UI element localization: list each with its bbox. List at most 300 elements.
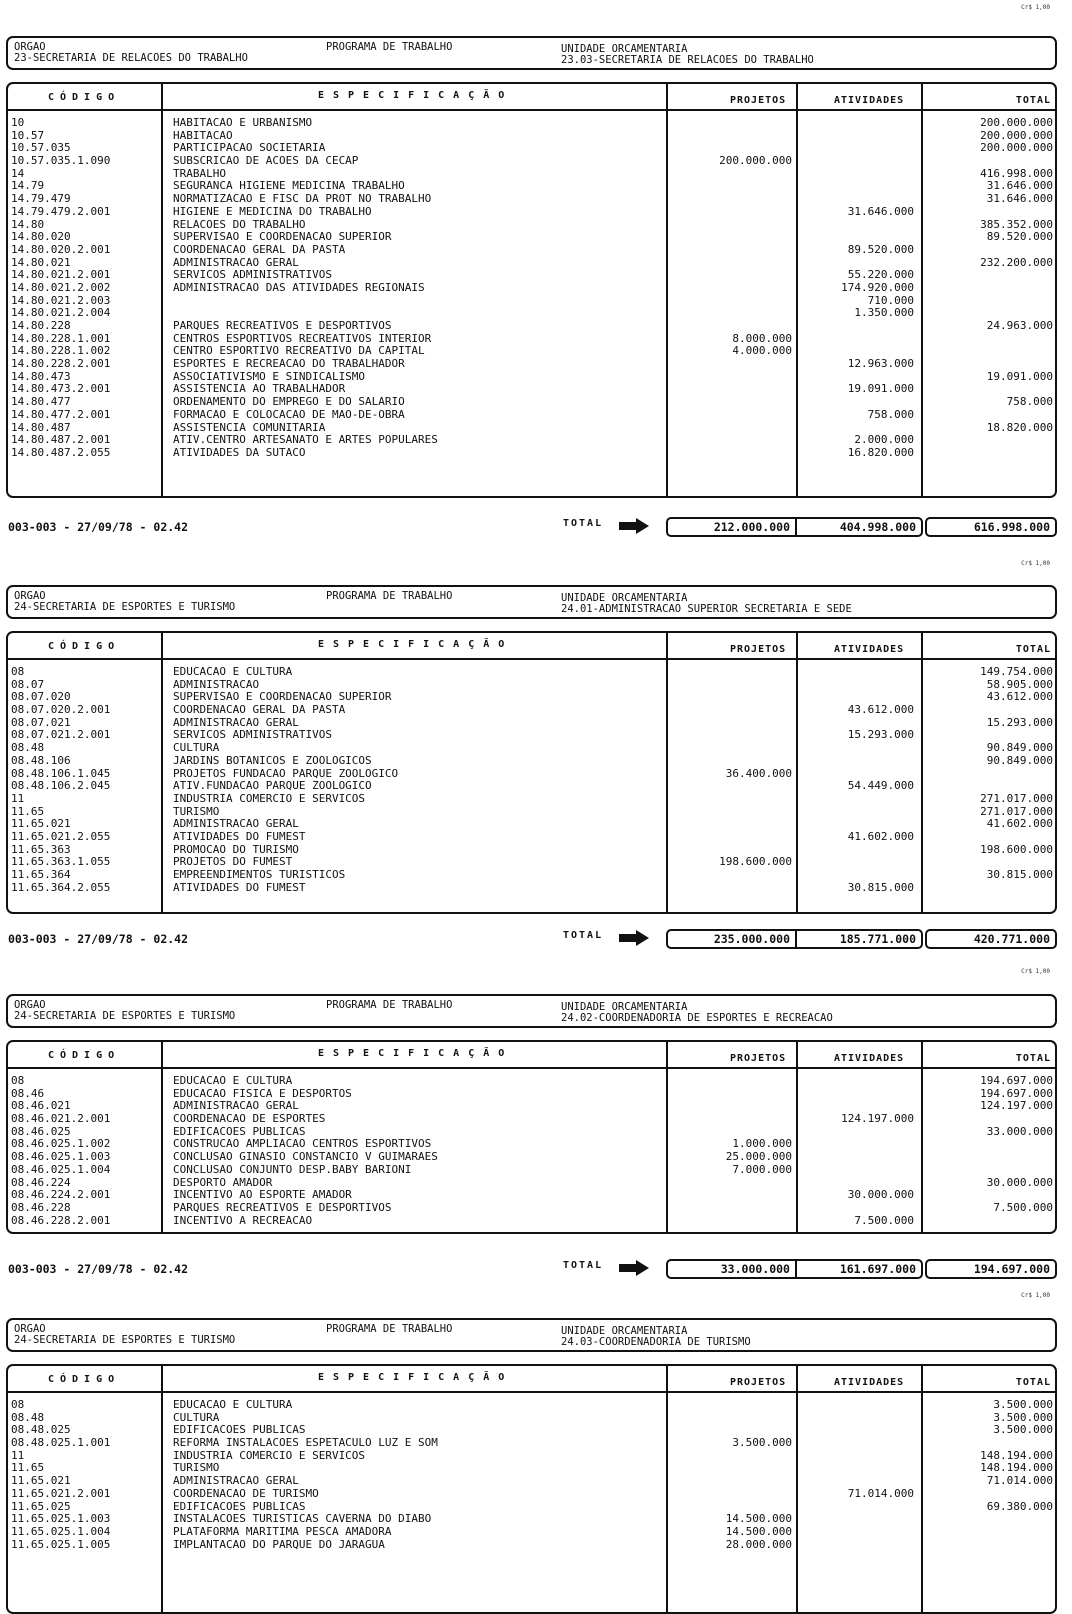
cell-atividades: 758.000 (867, 407, 914, 421)
cell-total (923, 409, 1053, 422)
cell-codigo: 14.80.021.2.003 (11, 293, 111, 307)
cell-codigo: 11.65.363 (11, 842, 71, 856)
cell-projetos (670, 1075, 792, 1088)
cell-total: 58.905.000 (986, 677, 1053, 691)
cell-projetos: 1.000.000 (732, 1137, 792, 1151)
cell-projetos (670, 193, 792, 206)
unidade-label: UNIDADE ORCAMENTARIA (561, 592, 688, 604)
column-total (923, 1399, 1053, 1551)
cell-codigo: 08.46.228.2.001 (11, 1213, 111, 1227)
cell-atividades (798, 806, 914, 819)
cell-projetos (670, 117, 792, 130)
header-atividades: ATIVIDADES (834, 1377, 905, 1388)
cell-projetos (670, 755, 792, 768)
cell-codigo: 08 (11, 1398, 25, 1411)
cell-atividades (798, 1513, 914, 1526)
orgao-value: 23-SECRETARIA DE RELACOES DO TRABALHO (14, 52, 248, 64)
cell-projetos (670, 307, 792, 320)
section-header (6, 585, 1057, 619)
cell-codigo: 14.80.228.1.002 (11, 344, 111, 358)
cell-atividades: 89.520.000 (847, 242, 914, 256)
column-especificacao (173, 666, 653, 894)
cell-codigo: 14.79.479 (11, 192, 71, 206)
cell-total (923, 1488, 1053, 1501)
column-divider (161, 1042, 163, 1232)
cell-especificacao: ESPORTES E RECREACAO DO TRABALHADOR (173, 357, 405, 371)
header-codigo: CÓDIGO (48, 1374, 121, 1385)
cell-projetos (670, 244, 792, 257)
cell-atividades (798, 1437, 914, 1450)
cell-projetos (670, 1462, 792, 1475)
cell-especificacao: ATIVIDADES DO FUMEST (173, 829, 306, 843)
cell-atividades (798, 180, 914, 193)
cell-total (923, 882, 1053, 895)
unidade-label: UNIDADE ORCAMENTARIA (561, 43, 688, 55)
cell-atividades (798, 856, 914, 869)
cell-atividades (798, 1462, 914, 1475)
cell-codigo: 08.46.021.2.001 (11, 1112, 111, 1126)
cell-codigo: 11.65.021.2.055 (11, 829, 111, 843)
cell-especificacao: ASSOCIATIVISMO E SINDICALISMO (173, 369, 366, 383)
unidade-label: UNIDADE ORCAMENTARIA (561, 1325, 688, 1337)
unidade-value: 24.02-COORDENADORIA DE ESPORTES E RECREACAO (561, 1012, 833, 1024)
cell-codigo: 08.46.025.1.002 (11, 1137, 111, 1151)
total-label: TOTAL (563, 930, 604, 941)
column-codigo (11, 666, 161, 894)
cell-projetos (670, 704, 792, 717)
cell-projetos: 3.500.000 (732, 1436, 792, 1450)
cell-especificacao: ATIVIDADES DO FUMEST (173, 880, 306, 894)
cell-codigo: 08.46.228 (11, 1200, 71, 1214)
cell-total: 124.197.000 (980, 1099, 1053, 1113)
cell-total: 30.815.000 (986, 868, 1053, 881)
cell-projetos: 14.500.000 (725, 1512, 792, 1526)
cell-total (923, 295, 1053, 308)
cell-projetos (670, 409, 792, 422)
cell-atividades (798, 1088, 914, 1101)
cell-total: 271.017.000 (980, 791, 1053, 805)
cell-especificacao: EDUCACAO E CULTURA (173, 1398, 293, 1411)
cell-projetos (670, 206, 792, 219)
unidade-value: 24.03-COORDENADORIA DE TURISMO (561, 1336, 751, 1348)
cell-especificacao: SUPERVISAO E COORDENACAO SUPERIOR (173, 230, 392, 244)
cell-atividades (798, 142, 914, 155)
cell-especificacao: SEGURANCA HIGIENE MEDICINA TRABALHO (173, 179, 405, 193)
cell-codigo: 08.46.224 (11, 1175, 71, 1189)
cell-projetos (670, 1215, 792, 1228)
cell-total: 3.500.000 (993, 1423, 1053, 1437)
cell-atividades: 12.963.000 (847, 357, 914, 371)
currency-stamp: Cr$ 1,00 (1021, 4, 1050, 11)
cell-atividades: 41.602.000 (847, 829, 914, 843)
cell-codigo: 11.65.021 (11, 817, 71, 831)
cell-codigo: 14.80.228 (11, 319, 71, 332)
column-projetos (670, 1399, 792, 1551)
cell-especificacao: INDUSTRIA COMERCIO E SERVICOS (173, 791, 366, 805)
cell-especificacao: CULTURA (173, 741, 220, 755)
cell-especificacao: ADMINISTRACAO GERAL (173, 1099, 299, 1113)
cell-especificacao: ADMINISTRACAO (173, 677, 260, 691)
cell-total (923, 333, 1053, 346)
cell-codigo: 10.57.035.1.090 (11, 154, 111, 168)
cell-atividades (798, 155, 914, 168)
cell-codigo: 08.46.224.2.001 (11, 1188, 111, 1202)
header-total: TOTAL (1015, 95, 1051, 106)
total-atividades: 185.771.000 (795, 929, 923, 949)
cell-codigo: 08.48 (11, 741, 45, 755)
cell-total: 19.091.000 (986, 369, 1053, 383)
cell-especificacao: PROJETOS DO FUMEST (173, 855, 293, 869)
cell-atividades (798, 793, 914, 806)
cell-atividades (798, 396, 914, 409)
unidade-value: 23.03-SECRETARIA DE RELACOES DO TRABALHO (561, 54, 814, 66)
total-atividades: 404.998.000 (795, 517, 923, 537)
programa-label: PROGRAMA DE TRABALHO (326, 1323, 453, 1335)
unidade-label: UNIDADE ORCAMENTARIA (561, 1001, 688, 1013)
orgao-value: 24-SECRETARIA DE ESPORTES E TURISMO (14, 601, 236, 613)
cell-projetos (670, 729, 792, 742)
cell-codigo: 08.46.025 (11, 1124, 71, 1138)
cell-atividades (798, 1202, 914, 1215)
cell-codigo: 08.07.020.2.001 (11, 703, 111, 717)
header-atividades: ATIVIDADES (834, 644, 905, 655)
cell-especificacao: NORMATIZACAO E FISC DA PROT NO TRABALHO (173, 192, 432, 206)
cell-codigo: 08 (11, 1074, 25, 1087)
cell-especificacao (173, 295, 653, 308)
cell-codigo: 14.80.228.2.001 (11, 357, 111, 371)
header-atividades: ATIVIDADES (834, 1053, 905, 1064)
cell-total: 148.194.000 (980, 1448, 1053, 1462)
cell-codigo: 08.48 (11, 1410, 45, 1424)
cell-especificacao: PARTICIPACAO SOCIETARIA (173, 141, 326, 155)
cell-projetos (670, 717, 792, 730)
cell-projetos (670, 1412, 792, 1425)
cell-projetos (670, 320, 792, 333)
header-total: TOTAL (1015, 1377, 1051, 1388)
cell-atividades (798, 1138, 914, 1151)
cell-total: 200.000.000 (980, 141, 1053, 155)
cell-total (923, 768, 1053, 781)
cell-total: 31.646.000 (986, 179, 1053, 193)
cell-codigo: 14.80.473.2.001 (11, 382, 111, 396)
cell-codigo: 10.57.035 (11, 141, 71, 155)
cell-total (923, 1164, 1053, 1177)
cell-codigo: 14.80.021.2.001 (11, 268, 111, 282)
cell-total: 232.200.000 (980, 255, 1053, 269)
column-atividades (798, 1075, 914, 1227)
cell-total (923, 434, 1053, 447)
cell-especificacao: TURISMO (173, 804, 220, 818)
cell-total: 194.697.000 (980, 1086, 1053, 1100)
cell-codigo: 14.79 (11, 179, 45, 193)
cell-atividades: 19.091.000 (847, 382, 914, 396)
budget-table (6, 1364, 1057, 1614)
cell-projetos (670, 1088, 792, 1101)
cell-codigo: 14.80.228.1.001 (11, 331, 111, 345)
cell-especificacao: ATIV.CENTRO ARTESANATO E ARTES POPULARES (173, 433, 438, 447)
cell-codigo: 11.65.364 (11, 868, 71, 881)
cell-total: 385.352.000 (980, 217, 1053, 231)
cell-total (923, 1189, 1053, 1202)
cell-especificacao: EDUCACAO E CULTURA (173, 1074, 293, 1087)
run-timestamp: 003-003 - 27/09/78 - 02.42 (8, 1262, 189, 1276)
unidade-value: 24.01-ADMINISTRACAO SUPERIOR SECRETARIA E SEDE (561, 603, 852, 615)
cell-total: 24.963.000 (986, 319, 1053, 332)
orgao-value: 24-SECRETARIA DE ESPORTES E TURISMO (14, 1010, 236, 1022)
cell-codigo: 08.48.106.2.045 (11, 779, 111, 793)
cell-especificacao: SERVICOS ADMINISTRATIVOS (173, 728, 332, 742)
orgao-value: 24-SECRETARIA DE ESPORTES E TURISMO (14, 1334, 236, 1346)
cell-atividades: 174.920.000 (841, 280, 914, 294)
cell-codigo: 14.80.021.2.002 (11, 280, 111, 294)
cell-codigo: 10.57 (11, 128, 45, 142)
section-header (6, 1318, 1057, 1352)
header-divider (8, 1067, 1055, 1069)
cell-projetos: 4.000.000 (732, 344, 792, 358)
cell-total: 758.000 (1006, 395, 1053, 409)
cell-atividades (798, 1126, 914, 1139)
cell-especificacao: CONCLUSAO GINASIO CONSTANCIO V GUIMARAES (173, 1150, 438, 1164)
cell-codigo: 11.65.363.1.055 (11, 855, 111, 869)
total-geral: 420.771.000 (925, 929, 1057, 949)
cell-atividades: 7.500.000 (854, 1213, 914, 1227)
cell-especificacao: INCENTIVO A RECREACAO (173, 1213, 313, 1227)
cell-total: 89.520.000 (986, 230, 1053, 244)
cell-codigo: 11.65.021 (11, 1474, 71, 1488)
cell-especificacao: INSTALACOES TURISTICAS CAVERNA DO DIABO (173, 1512, 432, 1526)
column-codigo (11, 1399, 161, 1551)
cell-codigo: 14.79.479.2.001 (11, 204, 111, 218)
cell-total (923, 1513, 1053, 1526)
cell-total: 7.500.000 (993, 1200, 1053, 1214)
cell-especificacao: PLATAFORMA MARITIMA PESCA AMADORA (173, 1524, 392, 1538)
column-especificacao (173, 1399, 653, 1551)
header-codigo: CÓDIGO (48, 641, 121, 652)
cell-projetos (670, 257, 792, 270)
cell-total (923, 269, 1053, 282)
cell-total: 33.000.000 (986, 1124, 1053, 1138)
cell-atividades (798, 320, 914, 333)
currency-stamp: Cr$ 1,00 (1021, 968, 1050, 975)
cell-projetos (670, 1100, 792, 1113)
cell-projetos (670, 1475, 792, 1488)
cell-total: 18.820.000 (986, 420, 1053, 434)
cell-total: 200.000.000 (980, 116, 1053, 129)
cell-total (923, 780, 1053, 793)
header-codigo: CÓDIGO (48, 92, 121, 103)
cell-especificacao: ASSISTENCIA COMUNITARIA (173, 420, 326, 434)
cell-projetos: 36.400.000 (725, 766, 792, 780)
cell-codigo: 08.48.025.1.001 (11, 1436, 111, 1450)
cell-especificacao: TURISMO (173, 1461, 220, 1475)
header-especificacao: ESPECIFICAÇÃO (318, 1372, 514, 1383)
currency-stamp: Cr$ 1,00 (1021, 1292, 1050, 1299)
cell-projetos (670, 1113, 792, 1126)
cell-codigo: 11 (11, 791, 25, 805)
cell-atividades: 43.612.000 (847, 703, 914, 717)
cell-especificacao: EDUCACAO E CULTURA (173, 665, 293, 678)
cell-projetos (670, 130, 792, 143)
cell-atividades (798, 130, 914, 143)
cell-total (923, 1138, 1053, 1151)
total-projetos: 235.000.000 (666, 929, 797, 949)
cell-projetos (670, 1177, 792, 1190)
cell-total: 41.602.000 (986, 817, 1053, 831)
cell-especificacao: CENTROS ESPORTIVOS RECREATIVOS INTERIOR (173, 331, 432, 345)
cell-especificacao: EDIFICACOES PUBLICAS (173, 1124, 306, 1138)
cell-atividades: 55.220.000 (847, 268, 914, 282)
cell-atividades: 1.350.000 (854, 306, 914, 320)
arrow-right-icon (619, 518, 649, 534)
cell-especificacao: HIGIENE E MEDICINA DO TRABALHO (173, 204, 372, 218)
cell-especificacao: CENTRO ESPORTIVO RECREATIVO DA CAPITAL (173, 344, 425, 358)
cell-projetos (670, 358, 792, 371)
cell-especificacao: EMPREENDIMENTOS TURISTICOS (173, 868, 346, 881)
cell-especificacao: ADMINISTRACAO GERAL (173, 1474, 299, 1488)
cell-atividades (798, 168, 914, 181)
cell-especificacao: HABITACAO (173, 128, 233, 142)
cell-atividades (798, 742, 914, 755)
cell-projetos (670, 219, 792, 232)
cell-codigo: 08 (11, 665, 25, 678)
cell-codigo: 08.46.025.1.004 (11, 1162, 111, 1176)
cell-projetos (670, 679, 792, 692)
column-divider (161, 84, 163, 496)
cell-projetos (670, 780, 792, 793)
cell-atividades: 15.293.000 (847, 728, 914, 742)
column-atividades (798, 666, 914, 894)
cell-especificacao: COORDENACAO GERAL DA PASTA (173, 703, 346, 717)
cell-codigo: 14 (11, 166, 25, 180)
cell-atividades (798, 219, 914, 232)
orgao-label: ORGAO (14, 41, 46, 53)
cell-codigo: 10 (11, 116, 25, 129)
cell-especificacao: ORDENAMENTO DO EMPREGO E DO SALARIO (173, 395, 405, 409)
cell-especificacao: REFORMA INSTALACOES ESPETACULO LUZ E SOM (173, 1436, 438, 1450)
cell-projetos (670, 422, 792, 435)
section-footer (6, 929, 1057, 951)
cell-total (923, 206, 1053, 219)
arrow-right-icon (619, 930, 649, 946)
header-projetos: PROJETOS (730, 1377, 787, 1388)
section-footer (6, 517, 1057, 539)
cell-projetos: 7.000.000 (732, 1162, 792, 1176)
cell-codigo: 14.80.020.2.001 (11, 242, 111, 256)
column-projetos (670, 1075, 792, 1227)
orgao-label: ORGAO (14, 999, 46, 1011)
cell-total (923, 282, 1053, 295)
cell-projetos (670, 742, 792, 755)
cell-atividades: 71.014.000 (847, 1486, 914, 1500)
cell-especificacao: SUBSCRICAO DE ACOES DA CECAP (173, 154, 359, 168)
cell-atividades (798, 117, 914, 130)
column-projetos (670, 117, 792, 460)
cell-especificacao: INDUSTRIA COMERCIO E SERVICOS (173, 1448, 366, 1462)
budget-table (6, 82, 1057, 498)
cell-projetos: 200.000.000 (719, 154, 792, 168)
header-projetos: PROJETOS (730, 1053, 787, 1064)
header-divider (8, 1391, 1055, 1393)
cell-atividades (798, 333, 914, 346)
cell-especificacao: FORMACAO E COLOCACAO DE MAO-DE-OBRA (173, 407, 405, 421)
cell-codigo: 08.48.025 (11, 1423, 71, 1437)
cell-projetos: 25.000.000 (725, 1150, 792, 1164)
header-divider (8, 109, 1055, 111)
cell-especificacao: ASSISTENCIA AO TRABALHADOR (173, 382, 346, 396)
total-label: TOTAL (563, 1260, 604, 1271)
cell-codigo: 14.80.020 (11, 230, 71, 244)
orgao-label: ORGAO (14, 1323, 46, 1335)
cell-especificacao: IMPLANTACAO DO PARQUE DO JARAGUA (173, 1537, 385, 1551)
cell-especificacao: ATIVIDADES DA SUTACO (173, 445, 306, 459)
cell-total: 69.380.000 (986, 1499, 1053, 1513)
cell-codigo: 08.07.020 (11, 690, 71, 704)
cell-projetos (670, 396, 792, 409)
cell-total (923, 831, 1053, 844)
cell-codigo: 08.48.106.1.045 (11, 766, 111, 780)
header-especificacao: ESPECIFICAÇÃO (318, 639, 514, 650)
cell-total (923, 1539, 1053, 1552)
orgao-label: ORGAO (14, 590, 46, 602)
column-total (923, 117, 1053, 460)
cell-projetos (670, 434, 792, 447)
cell-especificacao: EDIFICACOES PUBLICAS (173, 1423, 306, 1437)
cell-especificacao: ATIV.FUNDACAO PARQUE ZOOLOGICO (173, 779, 372, 793)
column-especificacao (173, 117, 653, 460)
total-atividades: 161.697.000 (795, 1259, 923, 1279)
total-label: TOTAL (563, 518, 604, 529)
cell-codigo: 11.65.025.1.003 (11, 1512, 111, 1526)
cell-total: 149.754.000 (980, 665, 1053, 678)
cell-especificacao: ADMINISTRACAO GERAL (173, 715, 299, 729)
run-timestamp: 003-003 - 27/09/78 - 02.42 (8, 520, 189, 534)
cell-especificacao: CONSTRUCAO AMPLIACAO CENTROS ESPORTIVOS (173, 1137, 432, 1151)
cell-projetos: 28.000.000 (725, 1537, 792, 1551)
cell-especificacao: HABITACAO E URBANISMO (173, 116, 313, 129)
cell-especificacao: DESPORTO AMADOR (173, 1175, 273, 1189)
column-divider (666, 633, 668, 912)
programa-label: PROGRAMA DE TRABALHO (326, 999, 453, 1011)
section-header (6, 36, 1057, 70)
cell-atividades: 2.000.000 (854, 433, 914, 447)
cell-atividades (798, 1526, 914, 1539)
section-footer (6, 1259, 1057, 1281)
cell-codigo: 11 (11, 1448, 25, 1462)
cell-projetos (670, 168, 792, 181)
column-divider (666, 1042, 668, 1232)
cell-codigo: 14.80.477.2.001 (11, 407, 111, 421)
cell-projetos (670, 180, 792, 193)
arrow-right-icon (619, 1260, 649, 1276)
cell-especificacao: INCENTIVO AO ESPORTE AMADOR (173, 1188, 352, 1202)
cell-total (923, 447, 1053, 460)
cell-total: 271.017.000 (980, 804, 1053, 818)
cell-atividades: 30.815.000 (847, 880, 914, 894)
cell-total (923, 1151, 1053, 1164)
cell-total: 30.000.000 (986, 1175, 1053, 1189)
cell-codigo: 14.80 (11, 217, 45, 231)
cell-projetos (670, 1450, 792, 1463)
cell-codigo: 11.65.021.2.001 (11, 1486, 111, 1500)
cell-especificacao: COORDENACAO DE TURISMO (173, 1486, 319, 1500)
cell-atividades: 16.820.000 (847, 445, 914, 459)
cell-total (923, 1215, 1053, 1228)
header-especificacao: ESPECIFICAÇÃO (318, 90, 514, 101)
cell-projetos (670, 371, 792, 384)
cell-especificacao: COORDENACAO DE ESPORTES (173, 1112, 326, 1126)
cell-projetos (670, 447, 792, 460)
cell-projetos: 8.000.000 (732, 331, 792, 345)
